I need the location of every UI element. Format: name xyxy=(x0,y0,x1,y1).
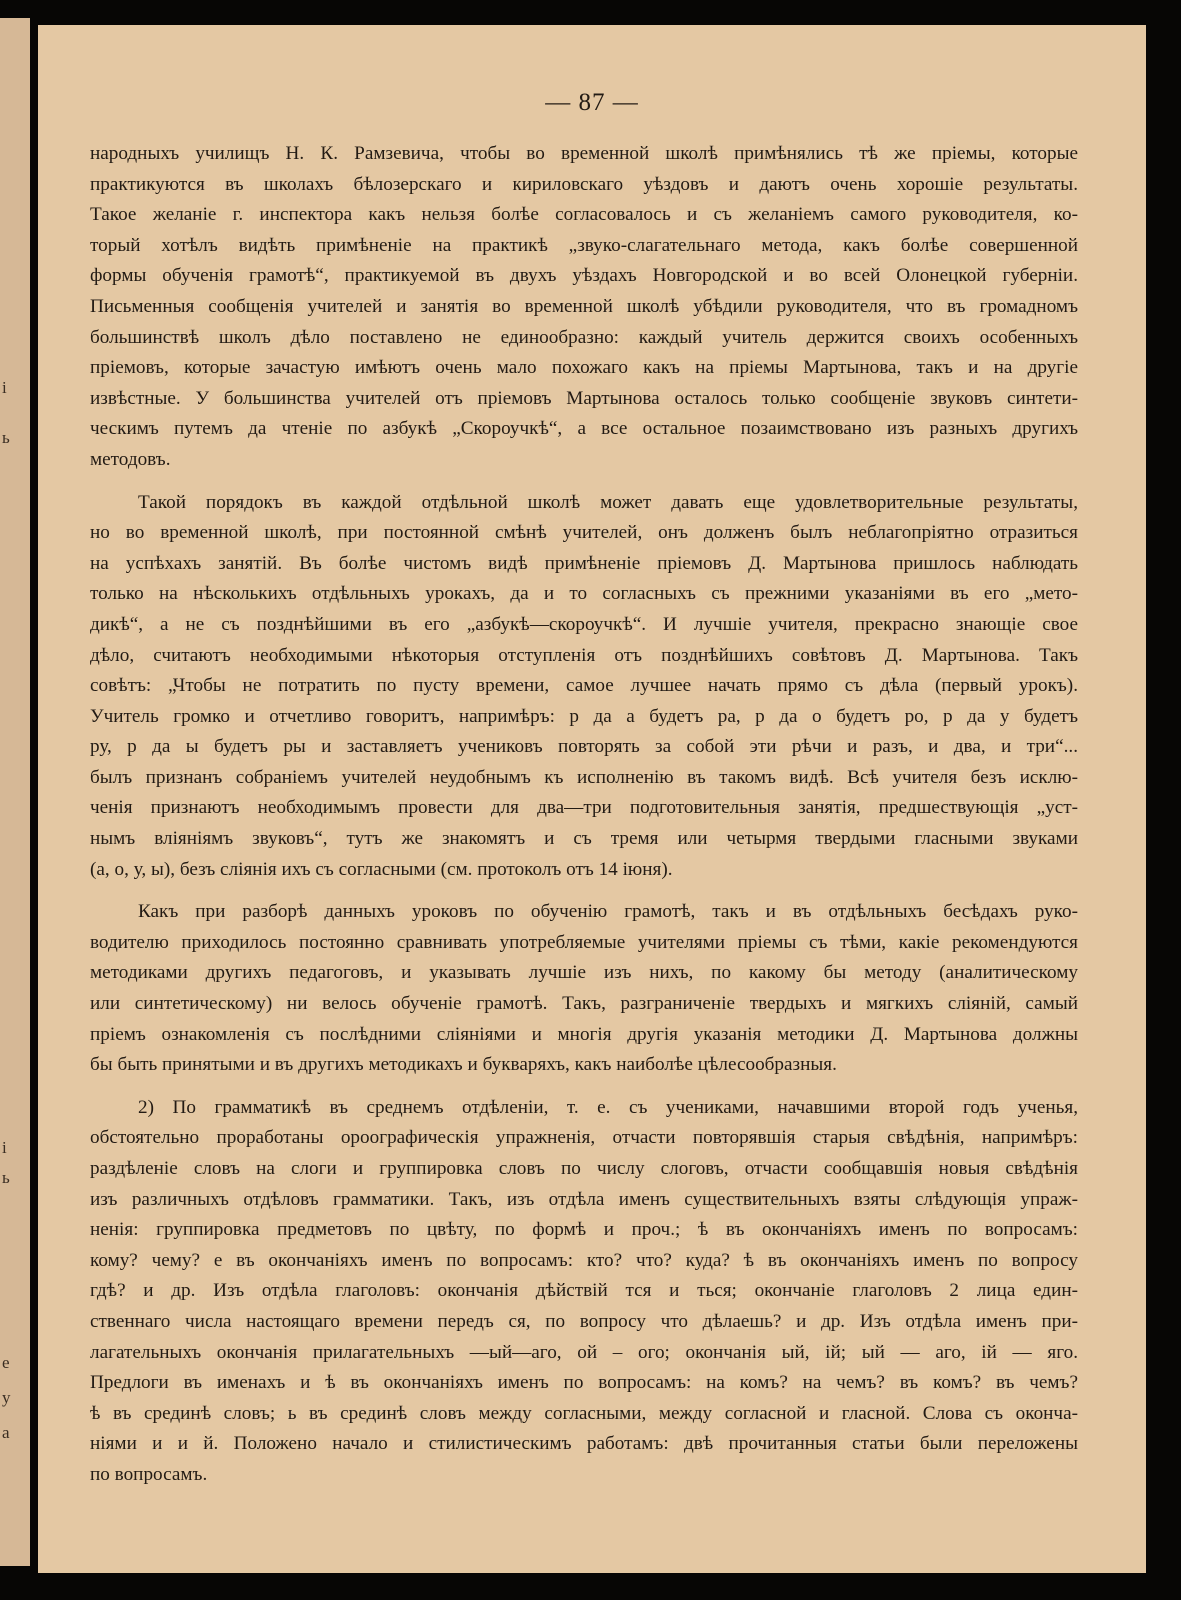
text-line: былъ признанъ собраніемъ учителей неудобнымъ къ исполненію въ такомъ видѣ. Всѣ учителя безъ исклю- xyxy=(90,766,1078,788)
text-line: методиками другихъ педагоговъ, и указывать лучшіе изъ нихъ, по какому бы методу (аналитическому xyxy=(90,962,1078,984)
text-line: Предлоги въ именахъ и ѣ въ окончаніяхъ именъ по вопросамъ: на комъ? на чемъ? въ комъ? въ чемъ? xyxy=(90,1372,1078,1394)
edge-char: і xyxy=(2,1138,7,1157)
text-line: извѣстные. У большинства учителей отъ пріемовъ Мартынова осталось только сообщеніе звуковъ синтети- xyxy=(90,387,1078,409)
text-line: ненія: группировка предметовъ по цвѣту, по формѣ и проч.; ѣ въ окончаніяхъ именъ по вопросамъ: xyxy=(90,1219,1078,1241)
text-line: ѣ въ срединѣ словъ; ь въ срединѣ словъ между согласными, между согласной и гласной. Слова съ оконча- xyxy=(90,1402,1078,1424)
edge-char: ь xyxy=(2,1168,10,1187)
text-line: Такое желаніе г. инспектора какъ нельзя болѣе согласовалось и съ желаніемъ самого руководителя, ко- xyxy=(90,204,1078,226)
text-line: торый хотѣлъ видѣть примѣненіе на практикѣ „звуко-слагательнаго метода, какъ болѣе совершенной xyxy=(90,234,1078,256)
edge-char: ь xyxy=(2,428,10,447)
text-line: гдѣ? и др. Изъ отдѣла глаголовъ: окончанія дѣйствій тся и ться; окончаніе глаголовъ 2 лица един- xyxy=(90,1280,1078,1302)
text-line: бы быть принятыми и въ другихъ методикахъ и букваряхъ, какъ наиболѣе цѣлесообразныя. xyxy=(90,1054,837,1076)
text-line: (а, о, у, ы), безъ слiянія ихъ съ согласными (см. протоколъ отъ 14 іюня). xyxy=(90,858,673,880)
text-line: лагательныхъ окончанія прилагательныхъ —ый—аго, ой – ого; окончанія ый, ій; ый — аго, ій — яго. xyxy=(90,1341,1078,1363)
text-line: дѣло, считаютъ необходимыми нѣкоторыя отступленія отъ позднѣйшихъ совѣтовъ Д. Мартынова. Такъ xyxy=(90,644,1078,666)
text-line: или синтетическому) ни велось обученіе грамотѣ. Такъ, разграниченіе твердыхъ и мягкихъ сліяній, самый xyxy=(90,993,1078,1015)
text-line: только на нѣсколькихъ отдѣльныхъ урокахъ, да и то согласныхъ съ прежними указаніями въ его „мето- xyxy=(90,583,1078,605)
text-line: методовъ. xyxy=(90,448,171,470)
text-line: на успѣхахъ занятій. Въ болѣе чистомъ видѣ примѣненіе пріемовъ Д. Мартынова пришлось наблюдать xyxy=(90,552,1078,574)
paragraph xyxy=(90,139,1078,476)
edge-char: е xyxy=(2,1353,10,1372)
text-line: дикѣ“, а не съ позднѣйшими въ его „азбукѣ—скороучкѣ“. И лучшіе учителя, прекрасно знающіе свое xyxy=(90,613,1078,635)
text-line: пріемъ ознакомленія съ послѣдними сліяніями и многія другія указанія методики Д. Мартынова должны xyxy=(90,1023,1078,1045)
paragraph xyxy=(90,897,1078,1081)
text-line: совѣтъ: „Чтобы не потратить по пусту времени, самое лучшее начать прямо съ дѣла (первый урокъ). xyxy=(90,675,1078,697)
text-line: Учитель громко и отчетливо говоритъ, напримѣръ: р да а будетъ ра, р да о будетъ ро, р да у будетъ xyxy=(90,705,1078,727)
text-line: ческимъ путемъ да чтеніе по азбукѣ „Скороучкѣ“, а все остальное позаимствовано изъ разныхъ другихъ xyxy=(90,418,1078,440)
text-line: Письменныя сообщенія учителей и занятія во временной школѣ убѣдили руководителя, что въ громадномъ xyxy=(90,295,1078,317)
text-line: нымъ вліяніямъ звуковъ“, тутъ же знакомятъ и съ тремя или четырмя твердыми гласными звуками xyxy=(90,828,1078,850)
edge-char: у xyxy=(2,1388,11,1407)
edge-char: а xyxy=(2,1423,10,1442)
paragraph xyxy=(90,488,1078,886)
text-line: кому? чему? е въ окончаніяхъ именъ по вопросамъ: кто? что? куда? ѣ въ окончаніяхъ именъ по вопросу xyxy=(90,1249,1078,1271)
text-line: ніями и и й. Положено начало и стилистическимъ работамъ: двѣ прочитанныя статьи были переложены xyxy=(90,1433,1078,1455)
text-line: изъ различныхъ отдѣловъ грамматики. Такъ, изъ отдѣла именъ существительныхъ взяты слѣдующія упраж- xyxy=(90,1188,1078,1210)
text-line: большинствѣ школъ дѣло поставлено не единообразно: каждый учитель держится своихъ особенныхъ xyxy=(90,326,1078,348)
text-line: пріемовъ, которые зачастую имѣютъ очень мало похожаго какъ на пріемы Мартынова, такъ и на другіе xyxy=(90,357,1078,379)
text-line: народныхъ училищъ Н. К. Рамзевича, чтобы во временной школѣ примѣнялись тѣ же пріемы, которые xyxy=(90,143,1078,164)
text-line: по вопросамъ. xyxy=(90,1463,208,1485)
text-line: ру, р да ы будетъ ры и заставляетъ учениковъ повторять за собой эти рѣчи и разъ, и два, и три“... xyxy=(90,736,1078,758)
text-line: водителю приходилось постоянно сравнивать употребляемые учителями пріемы съ тѣми, какіе рекомендуются xyxy=(90,931,1078,953)
adjacent-page-text xyxy=(0,18,14,1566)
adjacent-page-edge xyxy=(0,18,30,1566)
text-line: но во временной школѣ, при постоянной смѣнѣ учителей, онъ долженъ былъ неблагопріятно отразиться xyxy=(90,522,1078,544)
document-page xyxy=(38,25,1146,1573)
text-line: ственнаго числа настоящаго времени передъ ся, по вопросу что дѣлаешь? и др. Изъ отдѣла именъ при- xyxy=(90,1310,1078,1332)
text-line: ченія признаютъ необходимымъ провести для два—три подготовительныя занятія, предшествующія „уст- xyxy=(90,797,1078,819)
page-number: — 87 — xyxy=(545,89,639,116)
body-text xyxy=(90,139,1078,1491)
text-line: обстоятельно проработаны ороографическія упражненія, отчасти повторявшія старыя свѣдѣнія, напримѣръ: xyxy=(90,1127,1078,1149)
text-line: Какъ при разборѣ данныхъ уроковъ по обученію грамотѣ, такъ и въ отдѣльныхъ бесѣдахъ руко- xyxy=(138,901,1078,923)
text-line: формы обученія грамотѣ“, практикуемой въ двухъ уѣздахъ Новгородской и во всей Олонецкой губерніи. xyxy=(90,265,1078,287)
text-line: раздѣленіе словъ на слоги и группировка словъ по числу слоговъ, отчасти сообщавшія новыя свѣдѣнія xyxy=(90,1158,1078,1179)
text-line: 2) По грамматикѣ въ среднемъ отдѣленіи, т. е. съ учениками, начавшими второй годъ ученья, xyxy=(138,1096,1078,1118)
edge-char: і xyxy=(2,378,7,397)
text-line: Такой порядокъ въ каждой отдѣльной школѣ может давать еще удовлетворительные результаты, xyxy=(138,491,1078,513)
text-line: практикуются въ школахъ бѣлозерскаго и кириловскаго уѣздовъ и даютъ очень хорошіе результаты. xyxy=(90,173,1078,195)
paragraph xyxy=(90,1093,1078,1491)
